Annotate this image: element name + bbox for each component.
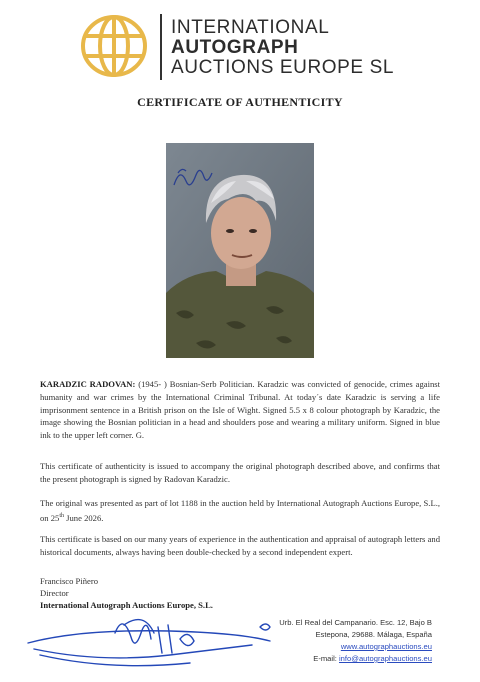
- item-description: [40, 378, 440, 442]
- ordinal-suffix: th: [59, 512, 65, 519]
- email-label: E-mail:: [313, 654, 339, 663]
- brand-name-line1: INTERNATIONAL: [171, 17, 330, 38]
- address-line-2: Estepona, 29688. Málaga, España: [315, 630, 432, 639]
- certificate-title: CERTIFICATE OF AUTHENTICITY: [137, 95, 343, 109]
- brand-name-line2: AUTOGRAPH: [171, 37, 299, 58]
- auction-lot-statement: [40, 497, 440, 524]
- address-line-1: Urb. El Real del Campanario. Esc. 12, Bajo B: [279, 618, 432, 627]
- lot-date-text: June 2026.: [64, 512, 104, 523]
- handwritten-signature: [20, 605, 280, 677]
- email-link[interactable]: info@autographauctions.eu: [339, 654, 432, 663]
- description-text: (1945- ) Bosnian-Serb Politician. Karadzic was convicted of genocide, crimes against humanity and war crimes by the International Criminal Tribunal. At today´s date Karadzic is serving a life imprisonment sentence in a British prison on the Isle of Wight. Signed 5.5 x 8 colour photograph by Karadzic, the image showing the Bosnian politician in a head and shoulders pose and wearing a military uniform. Signed in blue ink to the upper left corner. G.: [40, 379, 440, 441]
- signed-photograph: [166, 143, 314, 358]
- website-link[interactable]: www.autographauctions.eu: [340, 642, 432, 651]
- signatory-company: International Autograph Auctions Europe, S.L.: [40, 600, 213, 610]
- brand-name-line3: AUCTIONS EUROPE SL: [171, 57, 395, 78]
- subject-name: KARADZIC RADOVAN:: [40, 379, 136, 389]
- email-line: [313, 654, 432, 663]
- signatory-name: Francisco Piñero: [40, 576, 98, 586]
- signatory-role: Director: [40, 588, 69, 598]
- expertise-statement: This certificate is based on our many years of experience in the authentication and appraisal of autograph letters and historical documents, always having been double-checked by a second independent expert.: [40, 534, 440, 557]
- header-divider: [160, 14, 162, 80]
- authenticity-statement: This certificate of authenticity is issued to accompany the original photograph described above, and confirms that the present photograph is signed by Radovan Karadzic.: [40, 461, 440, 484]
- lot-text: The original was presented as part of lot 1188 in the auction held by International Autograph Auctions Europe, S.L., on 25: [40, 498, 440, 523]
- globe-logo-icon: [78, 12, 150, 80]
